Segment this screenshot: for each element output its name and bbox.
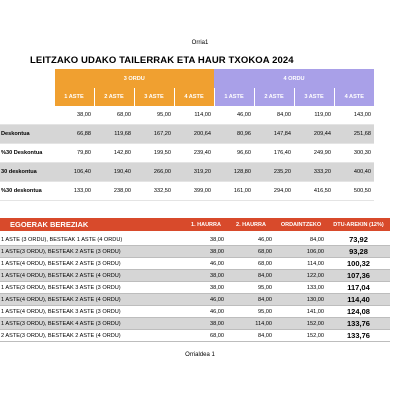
amount-to-pay: 152,00 xyxy=(275,318,327,330)
price-cell: 133,00 xyxy=(54,182,94,201)
price-cell: 68,00 xyxy=(94,106,134,125)
price-cell: 114,00 xyxy=(174,106,214,125)
discounted-total: 107,36 xyxy=(327,270,390,282)
price-cell: 190,40 xyxy=(94,163,134,182)
price-cell: 235,20 xyxy=(254,163,294,182)
first-child-price: 68,00 xyxy=(185,330,227,342)
amount-to-pay: 122,00 xyxy=(275,270,327,282)
discounted-total: 124,08 xyxy=(327,306,390,318)
second-child-price: 95,00 xyxy=(227,282,275,294)
sheet-name: Orria1 xyxy=(191,40,209,46)
price-cell: 66,88 xyxy=(54,125,94,144)
table-row xyxy=(0,318,390,330)
table-row xyxy=(0,258,390,270)
price-cell: 239,40 xyxy=(174,144,214,163)
column-header-with-discount: DTU-AREKIN (12%) xyxy=(327,218,390,231)
corner-cell xyxy=(0,69,54,88)
column-header: 3 ASTE xyxy=(294,88,334,106)
second-child-price: 95,00 xyxy=(227,306,275,318)
discounted-total: 93,28 xyxy=(327,246,390,258)
pricing-table xyxy=(0,69,374,201)
table-row xyxy=(0,234,390,246)
table-row xyxy=(0,182,374,201)
column-header-to-pay: ORDAINTZEKO xyxy=(275,218,327,231)
special-cases-table xyxy=(0,218,390,342)
first-child-price: 46,00 xyxy=(185,258,227,270)
first-child-price: 38,00 xyxy=(185,270,227,282)
group-header-3-ordu: 3 ORDU xyxy=(54,69,214,88)
price-cell: 209,44 xyxy=(294,125,334,144)
second-child-price: 46,00 xyxy=(227,234,275,246)
table-row xyxy=(0,282,390,294)
page-title: LEITZAKO UDAKO TAILERRAK ETA HAUR TXOKOA 2024 xyxy=(30,55,294,66)
price-cell: 46,00 xyxy=(214,106,254,125)
price-cell: 167,20 xyxy=(134,125,174,144)
column-header-second-child: 2. HAURRA xyxy=(227,218,275,231)
case-description: 2 ASTE(3 ORDU), BESTEAK 2 ASTE (4 ORDU) xyxy=(0,330,185,342)
case-description: 1 ASTE (3 ORDU), BESTEAK 1 ASTE (4 ORDU) xyxy=(0,234,185,246)
special-header-title: EGOERAK BEREZIAK xyxy=(0,218,185,231)
column-header: 1 ASTE xyxy=(54,88,94,106)
case-description: 1 ASTE(4 ORDU), BESTEAK 2 ASTE (4 ORDU) xyxy=(0,270,185,282)
first-child-price: 38,00 xyxy=(185,246,227,258)
row-label: %30 deskontua xyxy=(0,182,54,201)
discounted-total: 133,76 xyxy=(327,318,390,330)
discounted-total: 133,76 xyxy=(327,330,390,342)
first-child-price: 46,00 xyxy=(185,306,227,318)
amount-to-pay: 141,00 xyxy=(275,306,327,318)
column-header: 2 ASTE xyxy=(94,88,134,106)
second-child-price: 68,00 xyxy=(227,246,275,258)
second-child-price: 84,00 xyxy=(227,294,275,306)
first-child-price: 46,00 xyxy=(185,294,227,306)
price-cell: 128,80 xyxy=(214,163,254,182)
amount-to-pay: 133,00 xyxy=(275,282,327,294)
column-header-first-child: 1. HAURRA xyxy=(185,218,227,231)
price-cell: 176,40 xyxy=(254,144,294,163)
row-label: %30 Deskontua xyxy=(0,144,54,163)
discounted-total: 114,40 xyxy=(327,294,390,306)
price-cell: 38,00 xyxy=(54,106,94,125)
price-cell: 251,68 xyxy=(334,125,374,144)
second-child-price: 68,00 xyxy=(227,258,275,270)
price-cell: 333,20 xyxy=(294,163,334,182)
discounted-total: 117,04 xyxy=(327,282,390,294)
price-cell: 319,20 xyxy=(174,163,214,182)
page-footer: Orrialdea 1 xyxy=(185,352,215,358)
price-cell: 95,00 xyxy=(134,106,174,125)
amount-to-pay: 152,00 xyxy=(275,330,327,342)
second-child-price: 84,00 xyxy=(227,270,275,282)
corner-cell xyxy=(0,88,54,106)
amount-to-pay: 114,00 xyxy=(275,258,327,270)
price-cell: 96,60 xyxy=(214,144,254,163)
second-child-price: 114,00 xyxy=(227,318,275,330)
price-cell: 80,96 xyxy=(214,125,254,144)
case-description: 1 ASTE(3 ORDU), BESTEAK 2 ASTE (3 ORDU) xyxy=(0,246,185,258)
table-row xyxy=(0,330,390,342)
price-cell: 500,50 xyxy=(334,182,374,201)
price-cell: 119,00 xyxy=(294,106,334,125)
column-header: 1 ASTE xyxy=(214,88,254,106)
table-row xyxy=(0,306,390,318)
discounted-total: 73,92 xyxy=(327,234,390,246)
price-cell: 199,50 xyxy=(134,144,174,163)
price-cell: 399,00 xyxy=(174,182,214,201)
case-description: 1 ASTE(4 ORDU), BESTEAK 2 ASTE (3 ORDU) xyxy=(0,258,185,270)
table-row xyxy=(0,144,374,163)
amount-to-pay: 130,00 xyxy=(275,294,327,306)
price-cell: 332,50 xyxy=(134,182,174,201)
group-header-4-ordu: 4 ORDU xyxy=(214,69,374,88)
price-cell: 119,68 xyxy=(94,125,134,144)
first-child-price: 38,00 xyxy=(185,234,227,246)
row-label: 30 deskontua xyxy=(0,163,54,182)
table-row xyxy=(0,106,374,125)
price-cell: 79,80 xyxy=(54,144,94,163)
discounted-total: 100,32 xyxy=(327,258,390,270)
price-cell: 200,64 xyxy=(174,125,214,144)
price-cell: 143,00 xyxy=(334,106,374,125)
price-cell: 147,84 xyxy=(254,125,294,144)
price-cell: 266,00 xyxy=(134,163,174,182)
table-row xyxy=(0,294,390,306)
first-child-price: 38,00 xyxy=(185,282,227,294)
row-label xyxy=(0,106,54,125)
price-cell: 106,40 xyxy=(54,163,94,182)
amount-to-pay: 106,00 xyxy=(275,246,327,258)
price-cell: 300,30 xyxy=(334,144,374,163)
case-description: 1 ASTE(4 ORDU), BESTEAK 3 ASTE (3 ORDU) xyxy=(0,306,185,318)
row-label: Deskontua xyxy=(0,125,54,144)
column-header: 4 ASTE xyxy=(334,88,374,106)
price-cell: 161,00 xyxy=(214,182,254,201)
table-row xyxy=(0,270,390,282)
case-description: 1 ASTE(4 ORDU), BESTEAK 2 ASTE (4 ORDU) xyxy=(0,294,185,306)
price-cell: 84,00 xyxy=(254,106,294,125)
first-child-price: 38,00 xyxy=(185,318,227,330)
price-cell: 142,80 xyxy=(94,144,134,163)
column-header: 3 ASTE xyxy=(134,88,174,106)
price-cell: 400,40 xyxy=(334,163,374,182)
price-cell: 294,00 xyxy=(254,182,294,201)
column-header: 4 ASTE xyxy=(174,88,214,106)
second-child-price: 84,00 xyxy=(227,330,275,342)
case-description: 1 ASTE(3 ORDU), BESTEAK 4 ASTE (3 ORDU) xyxy=(0,318,185,330)
price-cell: 416,50 xyxy=(294,182,334,201)
table-row xyxy=(0,246,390,258)
price-cell: 238,00 xyxy=(94,182,134,201)
amount-to-pay: 84,00 xyxy=(275,234,327,246)
case-description: 1 ASTE(3 ORDU), BESTEAK 3 ASTE (3 ORDU) xyxy=(0,282,185,294)
column-header: 2 ASTE xyxy=(254,88,294,106)
price-cell: 249,90 xyxy=(294,144,334,163)
table-row xyxy=(0,163,374,182)
table-row xyxy=(0,125,374,144)
